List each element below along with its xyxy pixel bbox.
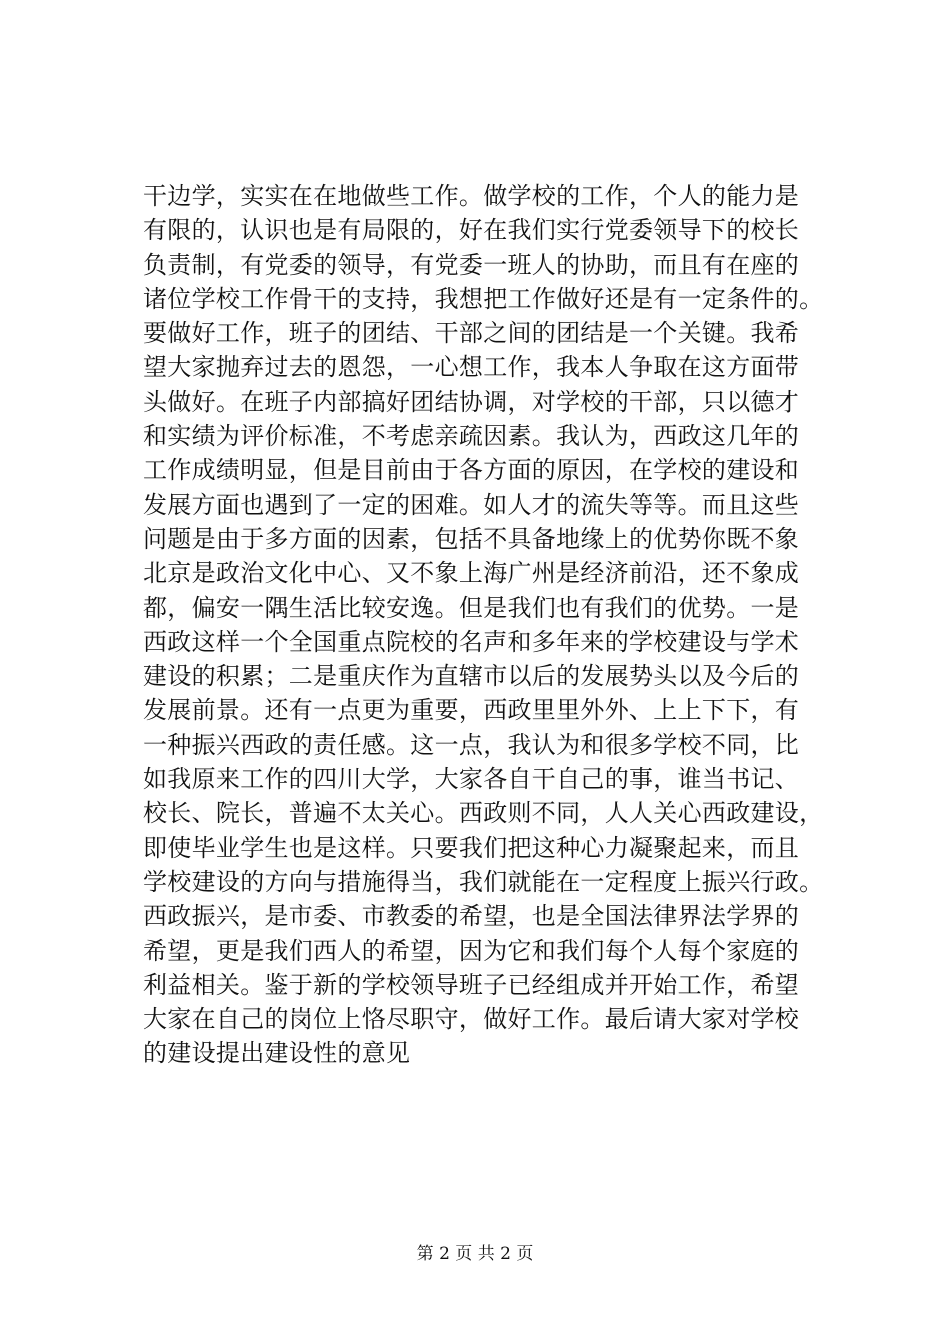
- text-line: 负责制，有党委的领导，有党委一班人的协助，而且有在座的: [143, 250, 800, 279]
- text-line: 发展前景。还有一点更为重要，西政里里外外、上上下下，有: [143, 696, 800, 725]
- text-line: 西政振兴，是市委、市教委的希望，也是全国法律界法学界的: [143, 902, 800, 931]
- text-line: 一种振兴西政的责任感。这一点，我认为和很多学校不同，比: [143, 730, 800, 759]
- text-line: 即使毕业学生也是这样。只要我们把这种心力凝聚起来，而且: [143, 833, 800, 862]
- text-line: 希望，更是我们西人的希望，因为它和我们每个人每个家庭的: [143, 936, 800, 965]
- text-line: 工作成绩明显，但是目前由于各方面的原因，在学校的建设和: [143, 456, 800, 485]
- text-line: 诸位学校工作骨干的支持，我想把工作做好还是有一定条件的。: [143, 284, 824, 313]
- text-line: 要做好工作，班子的团结、干部之间的团结是一个关键。我希: [143, 319, 800, 348]
- text-line: 的建设提出建设性的意见: [143, 1039, 411, 1068]
- body-paragraph: [143, 179, 843, 1071]
- text-line: 头做好。在班子内部搞好团结协调，对学校的干部，只以德才: [143, 387, 800, 416]
- text-line: 大家在自己的岗位上恪尽职守，做好工作。最后请大家对学校: [143, 1005, 800, 1034]
- text-line: 发展方面也遇到了一定的困难。如人才的流失等等。而且这些: [143, 490, 800, 519]
- text-line: 干边学，实实在在地做些工作。做学校的工作，个人的能力是: [143, 182, 800, 210]
- text-line: 都，偏安一隅生活比较安逸。但是我们也有我们的优势。一是: [143, 593, 800, 622]
- text-line: 有限的，认识也是有局限的，好在我们实行党委领导下的校长: [143, 216, 800, 245]
- page-number-footer: 第 2 页 共 2 页: [416, 1244, 534, 1264]
- text-line: 北京是政治文化中心、又不象上海广州是经济前沿，还不象成: [143, 559, 800, 588]
- text-line: 西政这样一个全国重点院校的名声和多年来的学校建设与学术: [143, 627, 800, 656]
- text-line: 建设的积累；二是重庆作为直辖市以后的发展势头以及今后的: [143, 662, 800, 691]
- text-line: 学校建设的方向与措施得当，我们就能在一定程度上振兴行政。: [143, 867, 824, 896]
- text-line: 利益相关。鉴于新的学校领导班子已经组成并开始工作，希望: [143, 970, 800, 999]
- text-line: 问题是由于多方面的因素，包括不具备地缘上的优势你既不象: [143, 524, 800, 553]
- text-line: 如我原来工作的四川大学，大家各自干自己的事，谁当书记、: [143, 765, 800, 794]
- text-line: 校长、院长，普遍不太关心。西政则不同，人人关心西政建设，: [143, 799, 824, 828]
- text-line: 望大家抛弃过去的恩怨，一心想工作，我本人争取在这方面带: [143, 353, 800, 382]
- text-line: 和实绩为评价标准，不考虑亲疏因素。我认为，西政这几年的: [143, 422, 800, 451]
